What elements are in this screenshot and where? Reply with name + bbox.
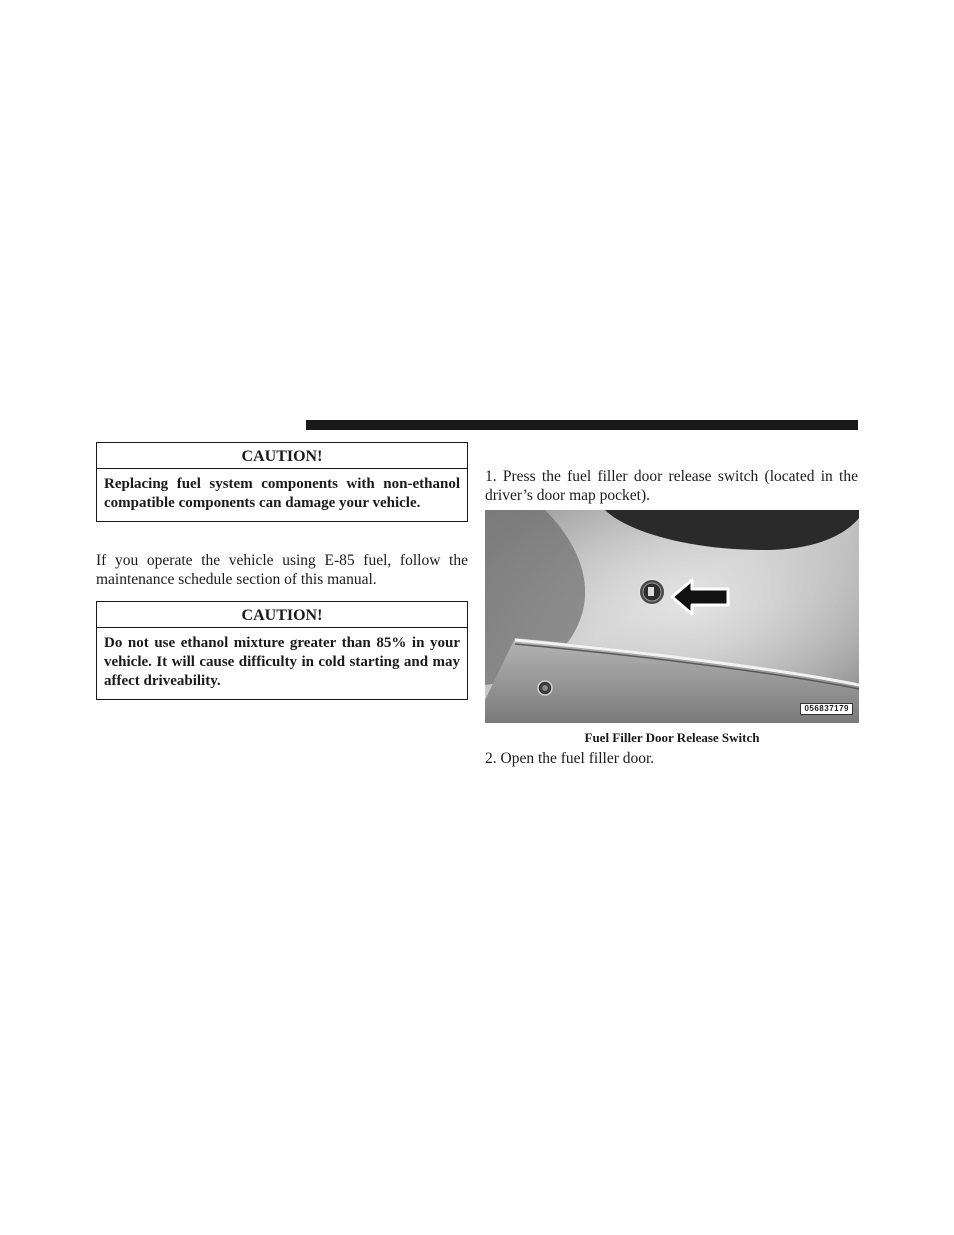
caution-title: CAUTION! bbox=[97, 602, 467, 628]
e85-maintenance-paragraph: If you operate the vehicle using E-85 fuel, follow the maintenance schedule section of this manual. bbox=[96, 552, 468, 588]
step-2-instruction: 2. Open the fuel filler door. bbox=[485, 750, 655, 767]
caution-text: Do not use ethanol mixture greater than 85% in your vehicle. It will cause difficulty in cold starting and may affect driveability. bbox=[104, 635, 460, 689]
fuel-pump-icon bbox=[648, 587, 654, 596]
section-header-bar bbox=[306, 420, 858, 430]
figure-caption: Fuel Filler Door Release Switch bbox=[584, 730, 760, 745]
image-reference-code: 056837179 bbox=[800, 703, 853, 715]
door-panel-illustration bbox=[485, 510, 859, 723]
caution-box-ethanol-mixture bbox=[96, 601, 468, 700]
step-1-instruction: 1. Press the fuel filler door release switch (located in the driver’s door map pocket). bbox=[485, 468, 858, 504]
caution-title: CAUTION! bbox=[97, 443, 467, 469]
fuel-filler-release-switch-image bbox=[485, 510, 859, 723]
caution-text: Replacing fuel system components with non-ethanol compatible components can damage your vehicle. bbox=[104, 476, 460, 511]
caution-box-fuel-components bbox=[96, 442, 468, 522]
